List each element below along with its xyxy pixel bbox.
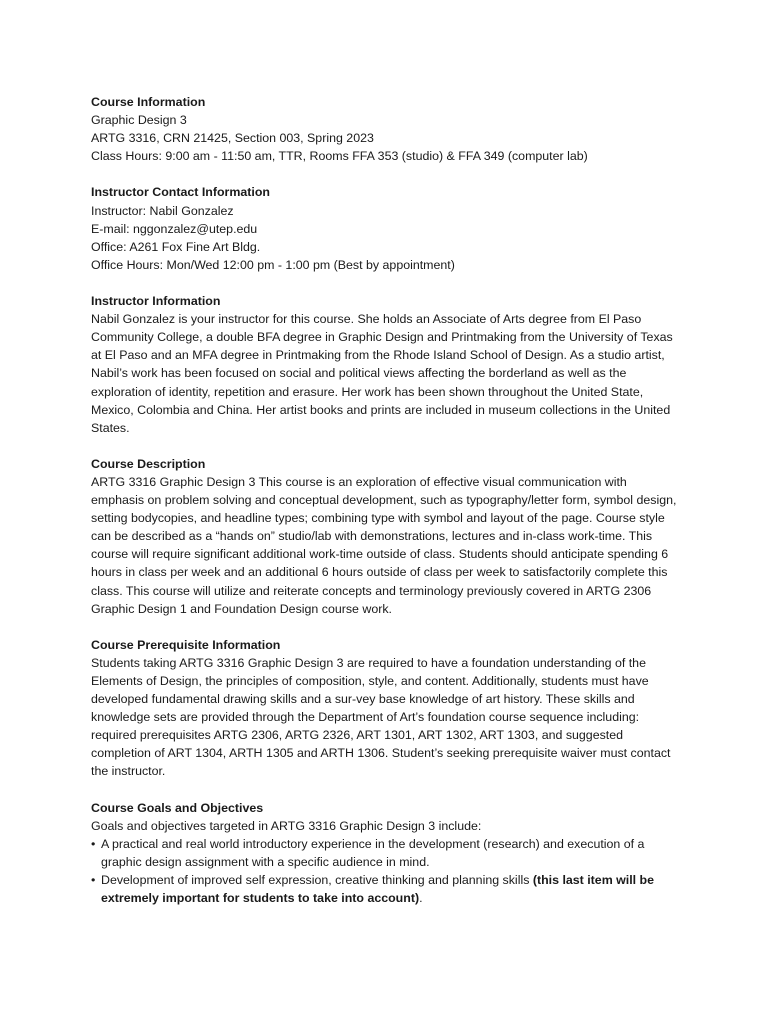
instructor-email-line: E-mail: nggonzalez@utep.edu (91, 221, 258, 236)
goal-item (91, 871, 681, 907)
goal-item (91, 835, 681, 871)
course-prerequisite-body: Students taking ARTG 3316 Graphic Design 3 are required to have a foundation understanding of the Elements of Design, the principles of composition, style, and content. Additionally, students must have developed fundamental drawing skills and a sur-vey base knowledge of art history. These skills and knowledge sets are provided through the Department of Art’s foundation course sequence including: required prerequisites ARTG 2306, ARTG 2326, ART 1301, ART 1302, ART 1303, and suggested completion of ART 1304, ARTH 1305 and ARTH 1306. Student’s seeking prerequisite waiver must contact the instructor. (91, 655, 671, 779)
course-prerequisite-section (91, 636, 681, 781)
course-description-section (91, 455, 681, 618)
bullet-icon: • (91, 836, 96, 851)
goal-item-text: Development of improved self expression, creative thinking and planning skills (101, 873, 533, 888)
course-description-body: ARTG 3316 Graphic Design 3 This course is an exploration of effective visual communication with emphasis on problem solving and conceptual development, such as typography/letter form, symbol design, setting bodycopies, and headline types; combining type with symbol and layout of the page. Course style can be described as a “hands on” studio/lab with demonstrations, lectures and in-class work-time. This course will require significant additional work-time outside of class. Students should anticipate spending 6 hours in class per week and an additional 6 hours outside of class per week to satisfactorily complete this class. This course will utilize and reiterate concepts and terminology previously covered in ARTG 2306 Graphic Design 1 and Foundation Design course work. (91, 474, 677, 616)
course-title-line: Graphic Design 3 (91, 113, 187, 128)
instructor-office-line: Office: A261 Fox Fine Art Bldg. (91, 239, 261, 254)
course-information-section (91, 93, 681, 165)
instructor-contact-heading: Instructor Contact Information (91, 185, 270, 200)
course-description-heading: Course Description (91, 456, 206, 471)
bullet-icon: • (91, 873, 96, 888)
instructor-name-line: Instructor: Nabil Gonzalez (91, 203, 234, 218)
instructor-information-body: Nabil Gonzalez is your instructor for this course. She holds an Associate of Arts degree from El Paso Community College, a double BFA degree in Graphic Design and Printmaking from the University of Texas at El Paso and an MFA degree in Printmaking from the Rhode Island School of Design. As a studio artist, Nabil’s work has been focused on social and political views affecting the borderland as well as the exploration of identity, repetition and erasure. Her work has been shown throughout the United State, Mexico, Colombia and China. Her artist books and prints are included in museum collections in the United States. (91, 312, 673, 435)
course-goals-section (91, 799, 681, 908)
goal-item-text: A practical and real world introductory experience in the development (research) and execution of a graphic design assignment with a specific audience in mind. (101, 836, 645, 869)
course-prerequisite-heading: Course Prerequisite Information (91, 637, 281, 652)
course-information-heading: Course Information (91, 95, 206, 109)
instructor-contact-section (91, 183, 681, 273)
goals-list (91, 835, 681, 907)
course-code-line: ARTG 3316, CRN 21425, Section 003, Spring 2023 (91, 131, 374, 146)
class-hours-line: Class Hours: 9:00 am - 11:50 am, TTR, Rooms FFA 353 (studio) & FFA 349 (computer lab) (91, 149, 588, 164)
goal-item-emphasis: (this last item will be extremely important for students to take into account) (101, 873, 655, 906)
goal-item-end: . (419, 891, 423, 906)
course-goals-heading: Course Goals and Objectives (91, 800, 264, 815)
office-hours-line: Office Hours: Mon/Wed 12:00 pm - 1:00 pm (Best by appointment) (91, 257, 455, 272)
syllabus-page (91, 93, 681, 925)
instructor-information-heading: Instructor Information (91, 294, 221, 309)
course-goals-intro: Goals and objectives targeted in ARTG 3316 Graphic Design 3 include: (91, 818, 482, 833)
instructor-information-section (91, 292, 681, 437)
